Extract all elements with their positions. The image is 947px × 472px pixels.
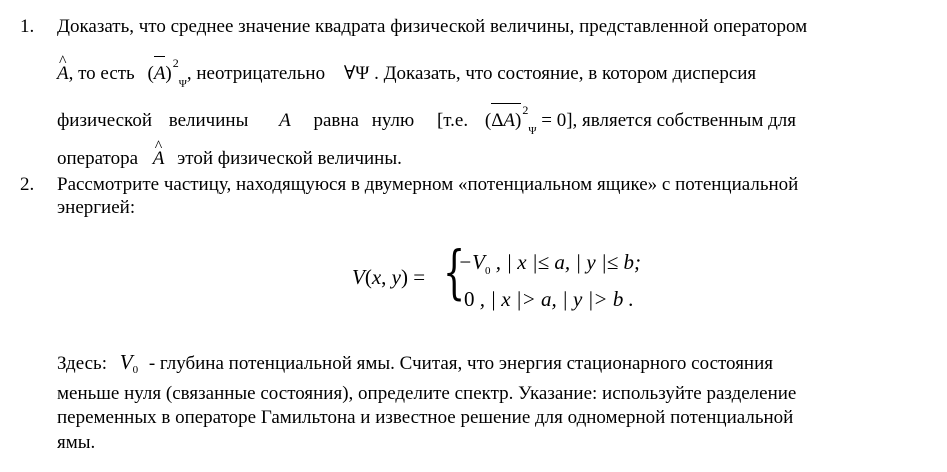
potential-case-1: $-V_0$ , | x |≤ a, | y |≤ b;	[458, 250, 642, 277]
dispersion-expression: $(\Delta A)^2_\Psi = 0$	[484, 103, 567, 137]
item-1-number: 1.	[20, 16, 35, 37]
item-1-line-3: физической величины A равна нулю [т.е. $(\Delta A)^2_\Psi = 0$], является собственным для	[57, 103, 796, 137]
mean-square-expression: $(A)^2_\Psi$	[147, 56, 187, 90]
note-line-1: Здесь: $V_0$ - глубина потенциальной ямы. Считая, что энергия стационарного состояния	[57, 350, 774, 376]
item-1-line-1: Доказать, что среднее значение квадрата физической величины, представленной оператором	[57, 16, 808, 37]
potential-case-2: 0 , | x |> a, | y |> b .	[464, 287, 634, 311]
for-all-psi: ∀Ψ	[343, 63, 370, 84]
item-2-number: 2.	[20, 174, 35, 195]
system-brace: {	[443, 238, 466, 306]
v0-symbol: V	[119, 350, 133, 374]
item-1-line-4: оператора ^ A этой физической величины.	[57, 147, 402, 170]
potential-lhs: V(x, y) =	[352, 265, 426, 289]
operator-a-hat-2: ^ A	[153, 147, 165, 170]
note-line-4: ямы.	[57, 432, 96, 453]
item-2-line-2: энергией:	[57, 197, 136, 218]
operator-a-hat: ^ A	[57, 62, 69, 85]
note-line-3: переменных в операторе Гамильтона и известное решение для одномерной потенциальной	[57, 407, 794, 428]
note-line-2: меньше нуля (связанные состояния), определите спектр. Указание: используйте разделение	[57, 383, 797, 404]
item-1-line-2: ^ A, то есть $(A)^2_\Psi$, неотрицательно ∀Ψ . Доказать, что состояние, в котором дисперсия	[57, 62, 756, 88]
quantity-a: A	[279, 110, 291, 131]
item-2-line-1: Рассмотрите частицу, находящуюся в двумерном «потенциальном ящике» с потенциальной	[57, 174, 799, 195]
